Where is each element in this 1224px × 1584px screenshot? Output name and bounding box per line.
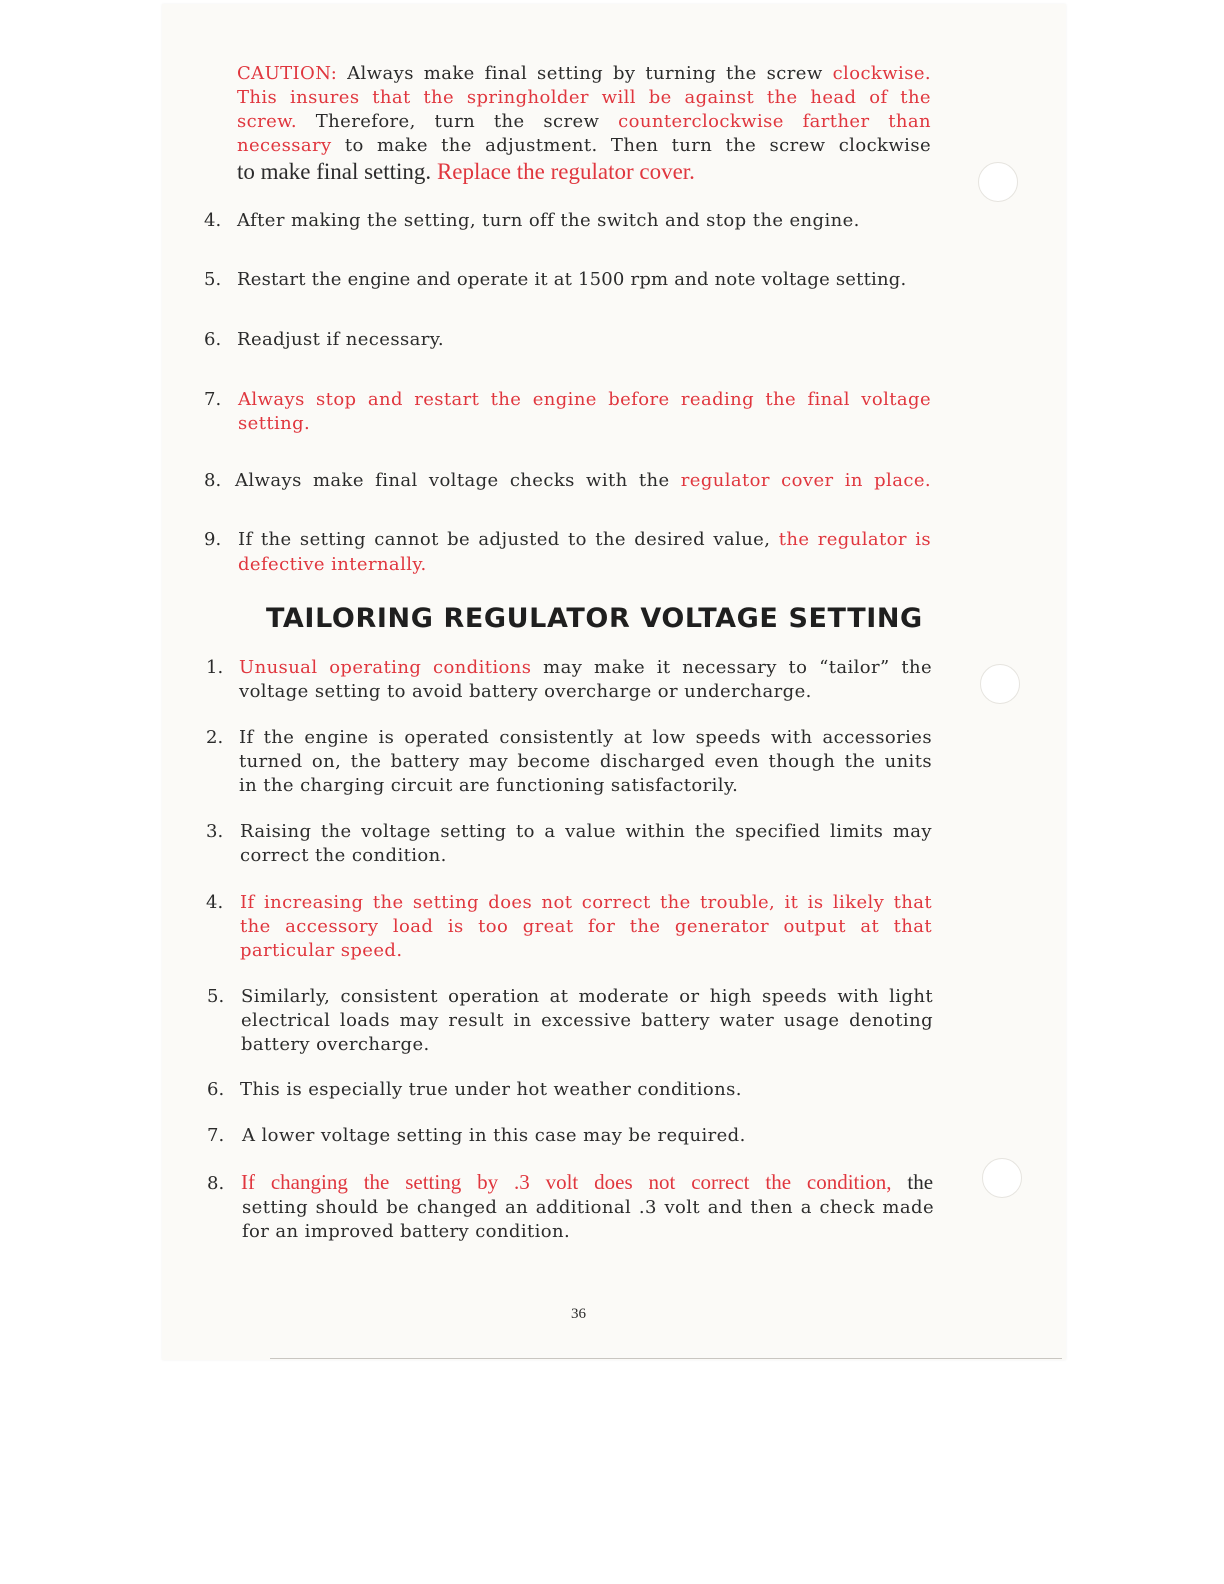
punch-hole-icon [980,664,1020,704]
step-number: 6. [204,329,222,350]
caution-highlight: Replace the regulator cover. [436,159,695,184]
caution-highlight: clockwise. [832,63,932,84]
step-number: 8. [204,470,222,491]
step-text: correct the condition. [240,845,447,866]
step-number: 5. [204,269,222,290]
step-text: voltage setting to avoid battery overcharge or undercharge. [239,681,812,702]
caution-text: Therefore, turn the screw [315,111,600,132]
caution-line-2: This insures that the springholder will be against the head of the [237,87,931,108]
step-text-part: If the setting cannot be adjusted to the desired value, [238,529,771,550]
step-text: This is especially true under hot weather conditions. [240,1079,742,1100]
step-text: battery overcharge. [241,1034,430,1055]
step-text [241,1170,933,1194]
step-number: 8. [207,1173,225,1194]
step-text: defective internally. [238,554,427,575]
step-text-part: may make it necessary to “tailor” the [543,657,933,678]
step-number: 7. [204,389,222,410]
caution-line-3 [237,110,931,134]
step-text [239,656,932,680]
step-text: If the engine is operated consistently at low speeds with accessories [239,727,932,748]
step-number: 3. [206,821,224,842]
step-text: Similarly, consistent operation at moderate or high speeds with light [241,986,933,1007]
caution-highlight: counterclockwise farther than [618,111,932,132]
caution-highlight: screw. [237,111,297,132]
step-text: Restart the engine and operate it at 1500 rpm and note voltage setting. [237,269,907,290]
step-text: electrical loads may result in excessive battery water usage denoting [241,1010,933,1031]
step-text [235,469,931,493]
step-number: 4. [206,892,224,913]
step-number: 5. [207,986,225,1007]
caution-line-1 [237,62,931,86]
step-text-part: Always make final voltage checks with the [235,470,670,491]
step-highlight: Unusual operating conditions [239,657,532,678]
step-number: 7. [207,1125,225,1146]
caution-text: Always make final setting by turning the screw [347,63,823,84]
step-text: Readjust if necessary. [237,329,445,350]
caution-highlight: necessary [237,135,332,156]
step-text: for an improved battery condition. [242,1221,571,1242]
step-text: Always stop and restart the engine before reading the final voltage [238,389,931,410]
caution-line-4 [237,134,931,158]
step-text: If increasing the setting does not correct the trouble, it is likely that [240,892,932,913]
step-text: the accessory load is too great for the generator output at that [240,916,932,937]
page-edge-rule [270,1358,1062,1359]
step-text: After making the setting, turn off the switch and stop the engine. [237,210,860,231]
page-number: 36 [571,1306,586,1322]
step-text [238,528,931,552]
step-text: particular speed. [240,940,403,961]
caution-text: to make the adjustment. Then turn the screw clockwise [344,135,932,156]
step-text: setting should be changed an additional .3 volt and then a check made [242,1197,934,1218]
punch-hole-icon [978,162,1018,202]
step-text-part: the [907,1170,934,1194]
step-number: 4. [204,210,222,231]
step-text: A lower voltage setting in this case may be required. [242,1125,746,1146]
step-number: 6. [207,1079,225,1100]
step-highlight: the regulator is [778,529,931,550]
step-text: turned on, the battery may become discharged even though the units [239,751,932,772]
step-text: in the charging circuit are functioning satisfactorily. [239,775,739,796]
step-number: 1. [206,657,224,678]
caution-line-5 [237,160,931,184]
step-highlight: If changing the setting by .3 volt does not correct the condition, [241,1170,892,1194]
step-text: Raising the voltage setting to a value within the specified limits may [240,821,932,842]
step-highlight: regulator cover in place. [680,470,931,491]
caution-label: CAUTION: [237,63,338,84]
caution-text: to make final setting. [237,159,432,184]
punch-hole-icon [982,1158,1022,1198]
step-text: setting. [238,413,311,434]
step-number: 9. [204,529,222,550]
step-number: 2. [206,727,224,748]
section-heading: TAILORING REGULATOR VOLTAGE SETTING [266,603,923,634]
